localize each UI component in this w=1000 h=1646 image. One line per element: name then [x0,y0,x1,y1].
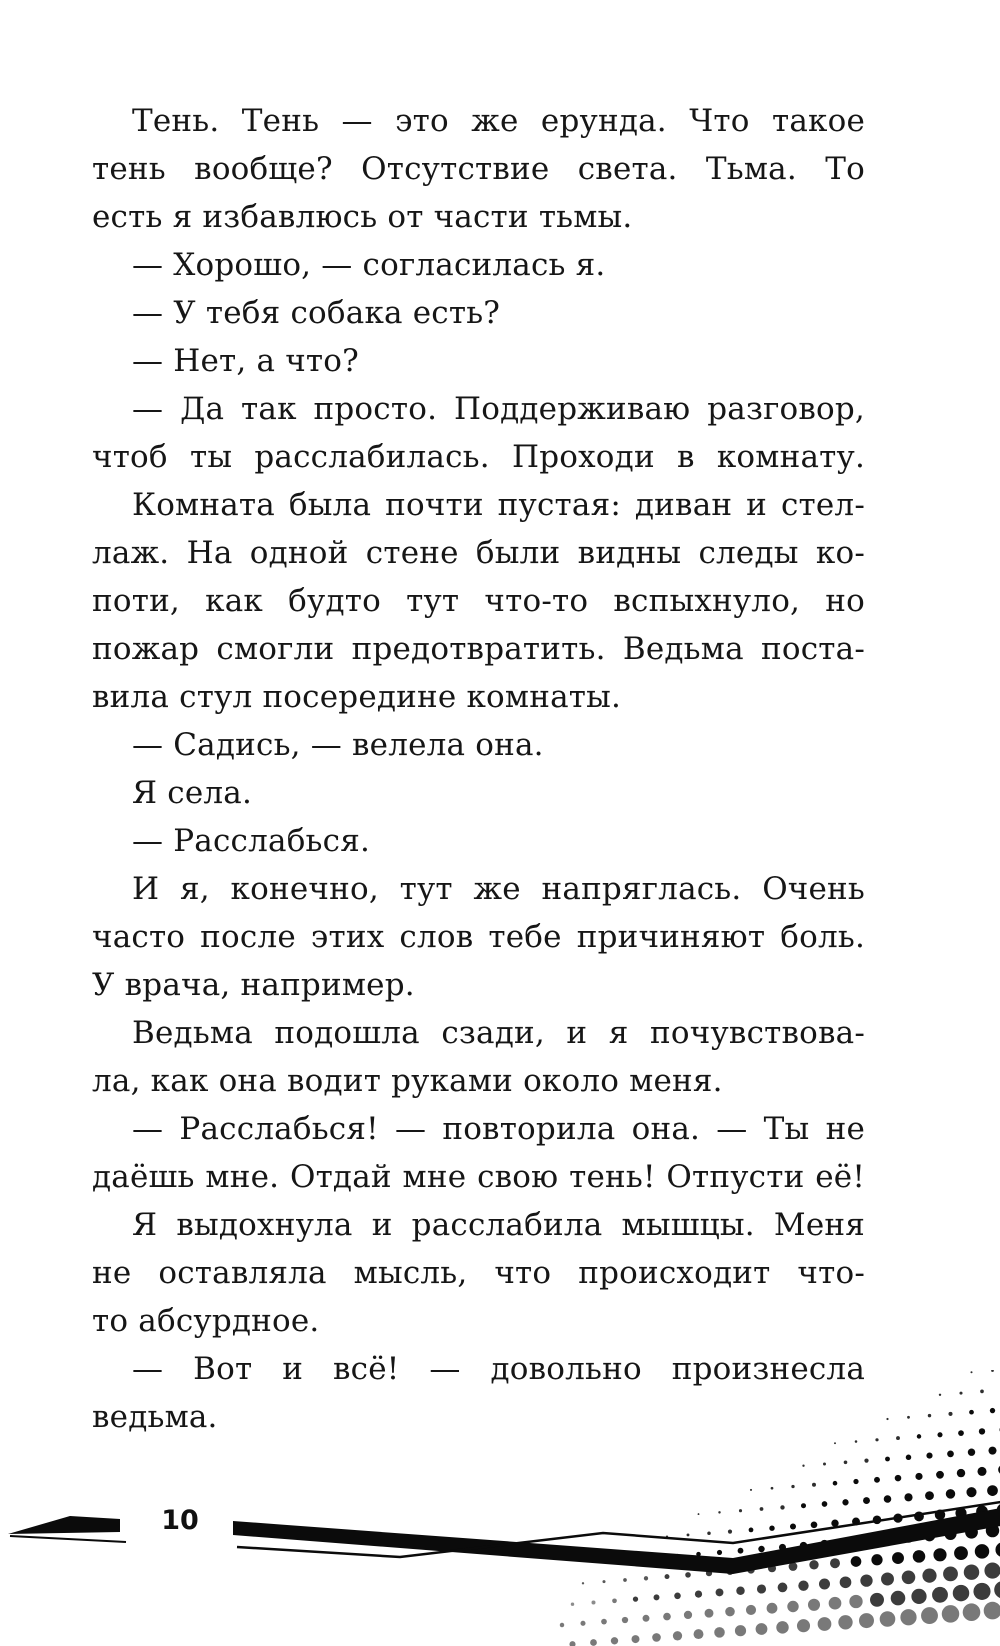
halftone-dot [947,1451,954,1458]
halftone-dot [717,1550,722,1555]
halftone-dot [855,1440,858,1443]
halftone-dot [695,1590,702,1597]
halftone-dot [582,1582,584,1584]
halftone-dot [746,1605,756,1615]
halftone-dot [874,1477,880,1483]
text-line: пожар смогли предотвратить. Ведьма поста- [92,631,865,667]
halftone-dots [560,1370,1000,1646]
halftone-dot [771,1487,774,1490]
halftone-dot [725,1607,735,1617]
halftone-dot [749,1528,754,1533]
halftone-dot [590,1639,597,1646]
footer-wedge-underline [10,1536,126,1542]
halftone-dot [968,1449,975,1456]
halftone-dot [790,1523,796,1529]
halftone-dot [964,1564,979,1579]
halftone-dot [980,1390,984,1394]
halftone-dot [823,1463,826,1466]
text-line: чтоб ты расслабилась. Проходи в комнату. [92,439,865,475]
halftone-dot [652,1633,661,1642]
halftone-dot [622,1617,628,1623]
halftone-dot [954,1546,968,1560]
footer-ribbon-line [237,1502,1000,1557]
halftone-dot [718,1511,720,1513]
halftone-dot [834,1442,836,1444]
halftone-dot [758,1546,764,1552]
text-line: Тень. Тень — это же ерунда. Что такое [132,103,865,139]
halftone-dot [798,1581,808,1591]
halftone-dot [780,1505,784,1509]
halftone-dot [936,1471,944,1479]
halftone-dot [853,1479,858,1484]
text-line: не оставляла мысль, что происходит что- [92,1255,865,1291]
halftone-dot [995,1542,1000,1557]
halftone-dot [904,1493,912,1501]
halftone-dot [665,1574,670,1579]
halftone-dot [769,1526,774,1531]
halftone-dot [958,1430,964,1436]
halftone-dot [673,1631,682,1640]
halftone-dot [714,1627,725,1638]
text-line: — Да так просто. Поддерживаю разговор, [132,391,865,427]
halftone-dot [977,1467,986,1476]
text-line: — Расслабься. [132,823,371,859]
text-line: — Хорошо, — согласилась я. [132,247,606,283]
halftone-dot [885,1457,890,1462]
halftone-dot [601,1619,607,1625]
halftone-dot [757,1584,766,1593]
halftone-dot [987,1485,998,1496]
halftone-dot [946,1489,955,1498]
halftone-dot [674,1593,681,1600]
halftone-dot [654,1594,660,1600]
text-line: И я, конечно, тут же напряглась. Очень [132,871,865,907]
halftone-dot [623,1578,627,1582]
halftone-dot [776,1621,788,1633]
halftone-dot [685,1572,691,1578]
halftone-dot [811,1521,818,1528]
halftone-dot [633,1596,638,1601]
halftone-dot [932,1587,948,1603]
halftone-dot [973,1583,990,1600]
text-line: то абсурдное. [92,1303,320,1339]
halftone-dot [902,1571,916,1585]
halftone-dot [797,1619,810,1632]
halftone-dot [643,1615,650,1622]
halftone-dot [915,1473,922,1480]
halftone-dot [870,1593,884,1607]
halftone-dot [891,1591,906,1606]
halftone-dot [787,1601,798,1612]
halftone-dot [698,1513,700,1515]
halftone-dot [819,1578,830,1589]
halftone-dot [767,1603,778,1614]
text-line: — Нет, а что? [132,343,359,379]
text-line: У врача, например. [92,967,415,1003]
halftone-dot [842,1499,848,1505]
halftone-dot [808,1599,820,1611]
text-line: вила стул посередине комнаты. [92,679,622,715]
text-line: ла, как она водит руками около меня. [92,1063,723,1099]
text-line: Я села. [132,775,253,811]
halftone-dot [822,1501,828,1507]
halftone-dot [959,1392,962,1395]
halftone-dot [948,1412,952,1416]
halftone-dot [829,1597,842,1610]
halftone-dot [926,1453,932,1459]
halftone-dot [969,1410,974,1415]
halftone-dot [984,1563,1000,1579]
halftone-dot [957,1469,965,1477]
halftone-dot [943,1566,958,1581]
halftone-dot [942,1605,960,1623]
halftone-dot [928,1414,931,1417]
halftone-dot [984,1602,1000,1620]
page-text [92,97,865,1441]
halftone-dot [913,1550,926,1563]
halftone-dot [917,1434,921,1438]
halftone-dot [602,1580,605,1583]
halftone-dot [970,1371,972,1373]
halftone-dot [863,1497,870,1504]
halftone-dot [802,1465,804,1467]
halftone-dot [687,1533,690,1536]
halftone-dot [966,1487,976,1497]
halftone-dot [818,1617,832,1631]
text-line: есть я избавлюсь от части тьмы. [92,199,633,235]
text-line: поти, как будто тут что-то вспыхнуло, но [92,583,865,619]
halftone-dot [844,1461,848,1465]
text-line: — Расслабься! — повторила она. — Ты не [132,1111,865,1147]
halftone-dot [886,1418,888,1420]
halftone-dot [756,1623,768,1635]
halftone-dot [975,1544,989,1558]
halftone-dot [911,1589,926,1604]
halftone-dot [778,1583,788,1593]
halftone-dot [871,1554,882,1565]
halftone-dot [735,1625,746,1636]
halftone-dot [591,1600,595,1604]
halftone-dot [979,1428,985,1434]
halftone-dot [860,1574,872,1586]
halftone-dot [988,1447,996,1455]
halftone-dot [684,1611,692,1619]
halftone-dot [906,1455,912,1461]
halftone-dot [990,1408,995,1413]
halftone-dot [994,1581,1000,1599]
halftone-dot [963,1603,981,1621]
text-line: — Садись, — велела она. [132,727,544,763]
halftone-dot [580,1621,585,1626]
halftone-dot [840,1576,852,1588]
page-number: 10 [161,1505,199,1536]
halftone-dot [663,1613,671,1621]
halftone-dot [738,1548,744,1554]
halftone-dot [838,1615,852,1629]
halftone-dot [571,1602,574,1605]
halftone-dot [611,1637,618,1644]
text-line: Я выдохнула и расслабила мышцы. Меня [132,1207,865,1243]
halftone-dot [892,1552,904,1564]
text-line: — У тебя собака есть? [132,295,501,331]
footer-decoration [0,1370,1000,1646]
text-line: часто после этих слов тебе причиняют боль. [92,919,865,955]
text-line: тень вообще? Отсутствие света. Тьма. То [92,151,865,187]
halftone-dot [694,1629,704,1639]
halftone-dot [921,1607,938,1624]
halftone-dot [895,1475,902,1482]
halftone-dot [859,1613,874,1628]
halftone-dot [907,1416,910,1419]
halftone-dot [560,1623,564,1627]
text-line: Ведьма подошла сзади, и я почувствова- [132,1015,865,1051]
halftone-dot [707,1531,711,1535]
halftone-dot [922,1569,936,1583]
halftone-dot [925,1491,934,1500]
halftone-dot [939,1394,941,1396]
halftone-dot [736,1586,744,1594]
halftone-dot [632,1635,640,1643]
halftone-dot [716,1588,724,1596]
halftone-dot [953,1585,969,1601]
halftone-dot [991,1370,994,1372]
halftone-dot [849,1595,862,1608]
halftone-dot [880,1611,896,1627]
halftone-dot [933,1548,946,1561]
text-line: Комната была почти пустая: диван и стел- [132,487,865,523]
text-line: — Вот и всё! — довольно произнесла ведьма. [92,1351,865,1435]
halftone-dot [612,1598,617,1603]
text-line: даёшь мне. Отдай мне свою тень! Отпусти её! [92,1159,865,1195]
halftone-dot [830,1558,840,1568]
halftone-dot [569,1641,575,1646]
halftone-dot [728,1530,732,1534]
halftone-dot [851,1556,862,1567]
halftone-dot [833,1481,838,1486]
halftone-dot [937,1432,942,1437]
halftone-dot [791,1485,794,1488]
halftone-dot [750,1489,752,1491]
halftone-dot [875,1438,878,1441]
halftone-dot [809,1560,818,1569]
halftone-dot [812,1483,816,1487]
halftone-dot [644,1576,648,1580]
halftone-dot [881,1573,894,1586]
halftone-dot [739,1509,742,1512]
footer-ribbon-band [233,1508,1000,1574]
halftone-dot [864,1458,868,1462]
halftone-dot [896,1436,900,1440]
halftone-dot [705,1609,714,1618]
footer-wedge-shape [8,1516,120,1534]
halftone-dot [801,1503,806,1508]
halftone-dot [760,1507,764,1511]
halftone-dot [884,1495,892,1503]
halftone-dot [900,1609,916,1625]
text-line: лаж. На одной стене были видны следы ко- [92,535,865,571]
